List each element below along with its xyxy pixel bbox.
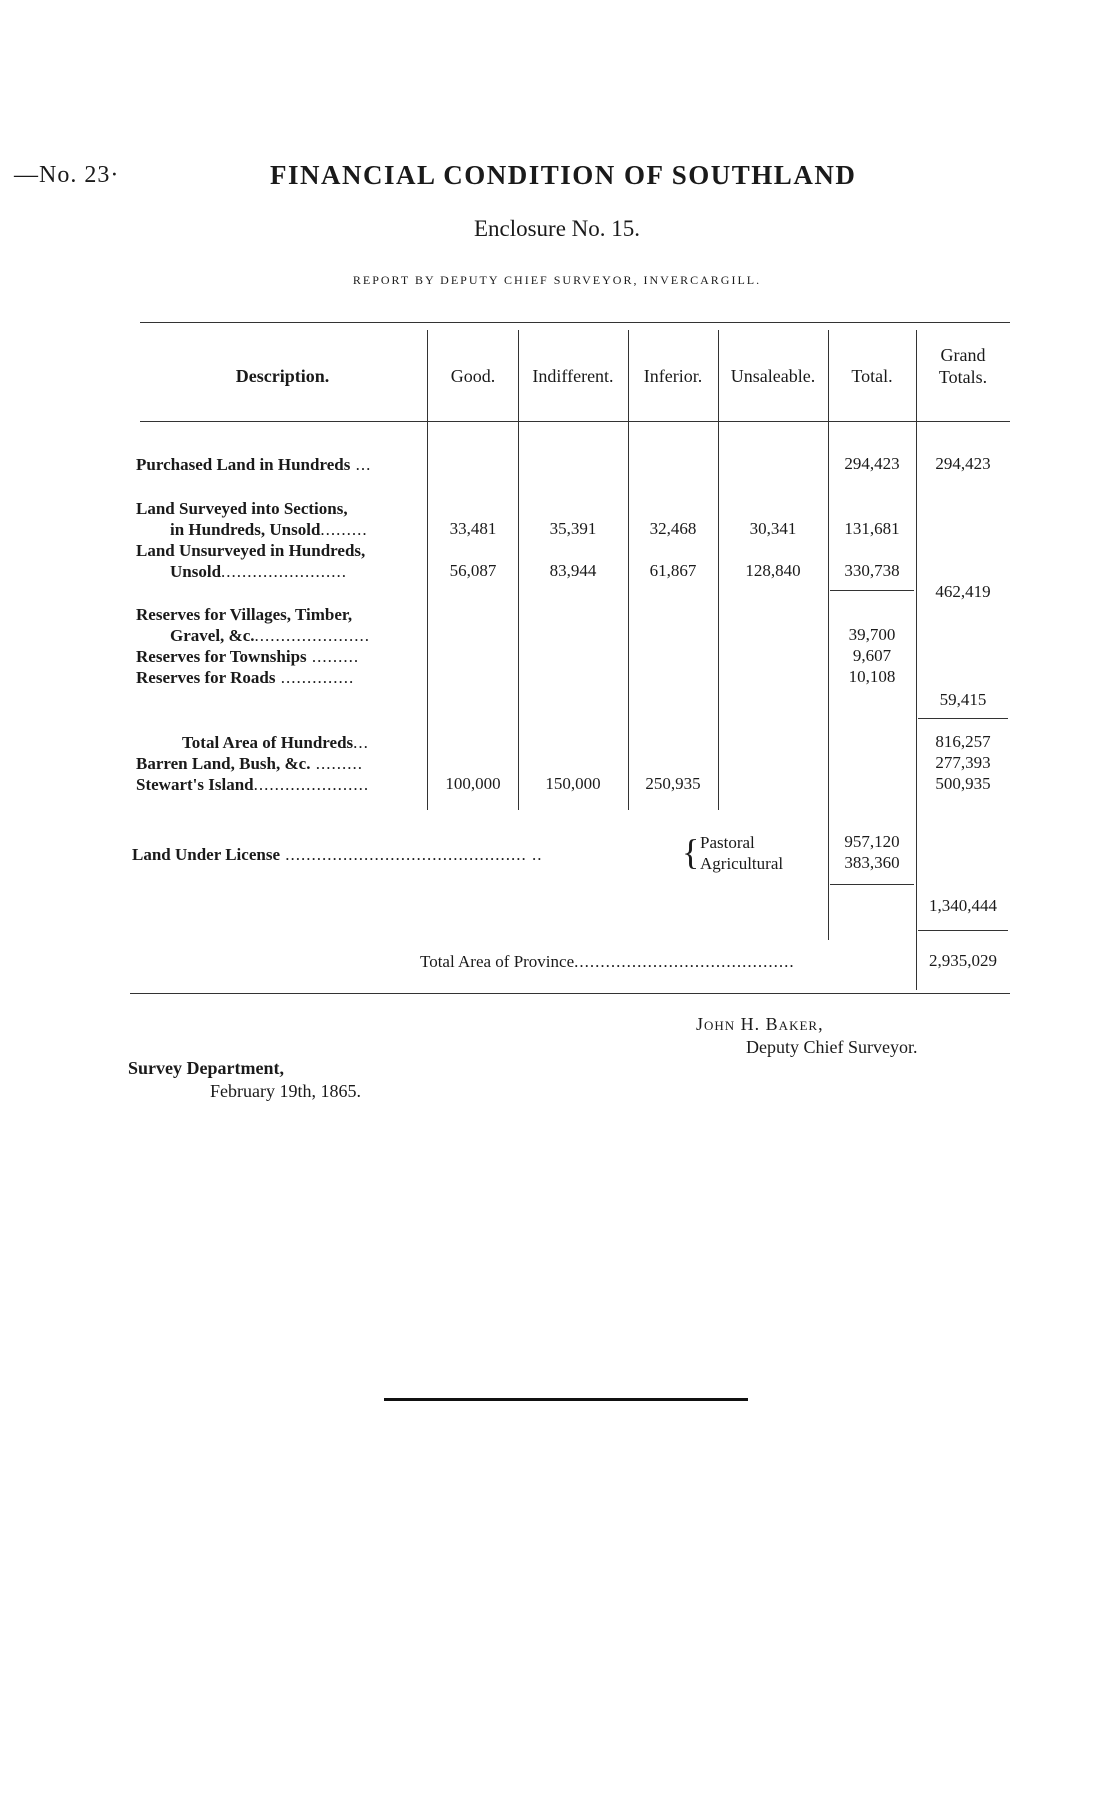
closing-rule — [384, 1398, 748, 1401]
col-sep-desc — [427, 330, 428, 810]
row-surveyed-good: 33,481 — [449, 519, 497, 538]
row-surveyed-total: 131,681 — [844, 519, 900, 538]
signature-role: Deputy Chief Surveyor. — [746, 1037, 918, 1057]
footer-date: February 19th, 1865. — [210, 1081, 361, 1101]
row-townships-total: 9,607 — [852, 646, 892, 665]
row-total-hundreds-grand: 816,257 — [935, 732, 991, 751]
col-sep-inferior — [718, 330, 719, 810]
col-sep-unsaleable — [828, 330, 829, 940]
row-license-agricultural-total: 383,360 — [844, 853, 900, 872]
row-surveyed-label: Land Surveyed into Sections, in Hundreds, Unsold......... — [136, 499, 368, 539]
col-header-good: Good. — [450, 366, 496, 386]
total-subrule-2 — [830, 884, 914, 885]
table-bottom-rule — [130, 993, 1010, 994]
col-header-grand-1: Grand — [940, 345, 986, 365]
row-stewart-label: Stewart's Island...................... — [136, 775, 370, 794]
footer-department: Survey Department, — [128, 1058, 284, 1078]
row-villages-label: Reserves for Villages, Timber, Gravel, &c....................... — [136, 605, 370, 645]
province-top-rule — [918, 930, 1008, 931]
col-sep-total — [916, 330, 917, 990]
row-barren-grand: 277,393 — [935, 753, 991, 772]
row-total-hundreds-label: Total Area of Hundreds... — [182, 733, 369, 752]
row-province-label: Total Area of Province.......................................... — [420, 952, 795, 971]
col-sep-good — [518, 330, 519, 810]
page-reference: —No. 23· — [14, 162, 120, 188]
row-villages-total: 39,700 — [848, 625, 896, 644]
row-surveyed-unsaleable: 30,341 — [749, 519, 797, 538]
row-license-pastoral-total: 957,120 — [844, 832, 900, 851]
col-sep-indifferent — [628, 330, 629, 810]
row-unsurveyed-unsaleable: 128,840 — [745, 561, 801, 580]
row-surveyed-inferior: 32,468 — [649, 519, 697, 538]
col-header-description: Description. — [235, 366, 330, 386]
row-purchased-text: Purchased Land in Hundreds — [136, 455, 351, 474]
grand-subrule-1 — [918, 718, 1008, 719]
row-license-grand: 1,340,444 — [929, 896, 997, 915]
row-license-label: Land Under License .............................................. .. — [132, 845, 543, 864]
table-top-rule — [140, 322, 1010, 323]
row-unsurveyed-label: Land Unsurveyed in Hundreds, Unsold........................ — [136, 541, 366, 581]
row-province-grand: 2,935,029 — [929, 951, 997, 970]
row-unsurveyed-good: 56,087 — [449, 561, 497, 580]
col-header-inferior: Inferior. — [643, 366, 703, 386]
row-surveyed-indifferent: 35,391 — [549, 519, 597, 538]
page-title: FINANCIAL CONDITION OF SOUTHLAND — [270, 160, 857, 190]
col-header-grand-2: Totals. — [938, 367, 988, 387]
row-purchased-grand: 294,423 — [935, 454, 991, 473]
total-subrule-1 — [830, 590, 914, 591]
license-brace: { — [682, 832, 700, 872]
enclosure-heading: Enclosure No. 15. — [473, 216, 641, 241]
row-unsurveyed-indifferent: 83,944 — [549, 561, 597, 580]
report-subtitle: REPORT BY DEPUTY CHIEF SURVEYOR, INVERCARGILL. — [352, 273, 762, 287]
row-purchased-label: Purchased Land in Hundreds ... — [136, 455, 372, 474]
row-roads-total: 10,108 — [848, 667, 896, 686]
subtotal-reserves: 59,415 — [939, 690, 987, 709]
row-roads-label: Reserves for Roads .............. — [136, 668, 355, 687]
row-barren-label: Barren Land, Bush, &c. ......... — [136, 754, 363, 773]
row-license-pastoral: Pastoral — [700, 833, 755, 852]
col-header-indifferent: Indifferent. — [532, 366, 614, 386]
row-townships-label: Reserves for Townships ......... — [136, 647, 360, 666]
row-unsurveyed-total: 330,738 — [844, 561, 900, 580]
row-unsurveyed-inferior: 61,867 — [649, 561, 697, 580]
row-stewart-grand: 500,935 — [935, 774, 991, 793]
header-bottom-rule — [140, 421, 1010, 422]
signature-name: John H. Baker, — [696, 1014, 824, 1034]
row-purchased-total: 294,423 — [844, 454, 900, 473]
row-stewart-good: 100,000 — [445, 774, 501, 793]
col-header-total: Total. — [851, 366, 893, 386]
row-stewart-inferior: 250,935 — [645, 774, 701, 793]
row-stewart-indifferent: 150,000 — [545, 774, 601, 793]
subtotal-surveyed: 462,419 — [935, 582, 991, 601]
col-header-unsaleable: Unsaleable. — [730, 366, 816, 386]
row-license-agricultural: Agricultural — [700, 854, 784, 873]
